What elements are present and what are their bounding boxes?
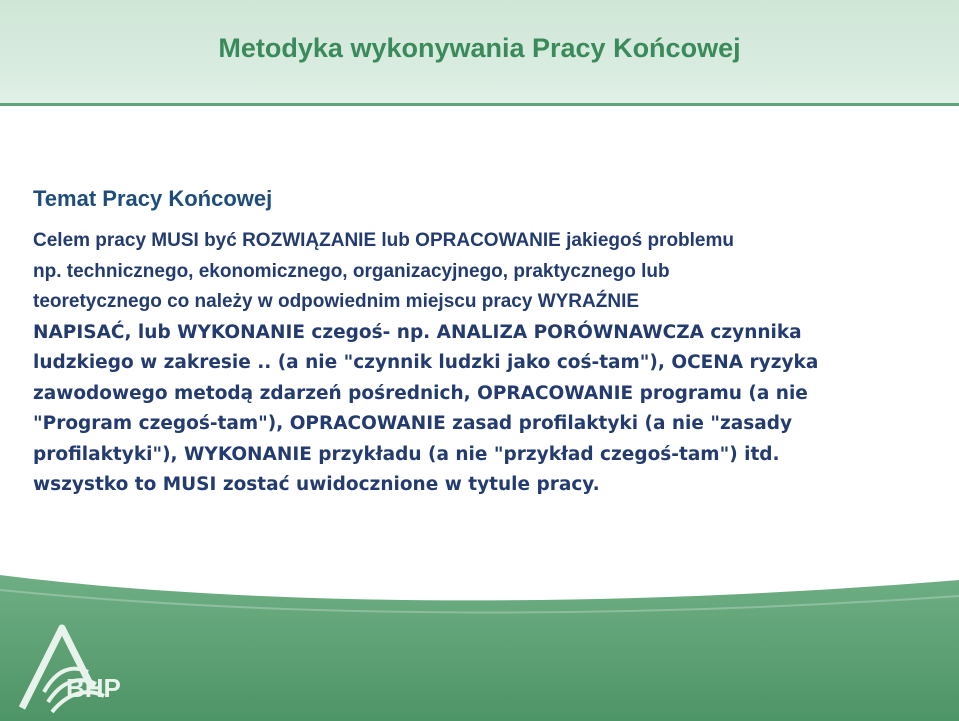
logo-text: BHP [66, 673, 121, 703]
header-divider [0, 103, 959, 106]
section-subtitle: Temat Pracy Końcowej [33, 186, 273, 211]
body-line: wszystko to MUSI zostać uwidocznione w tytule pracy. [33, 474, 600, 495]
body-line: Celem pracy MUSI być ROZWIĄZANIE lub OPRACOWANIE jakiegoś problemu [33, 230, 734, 251]
page-title: Metodyka wykonywania Pracy Końcowej [218, 33, 741, 63]
body-line: zawodowego metodą zdarzeń pośrednich, OPRACOWANIE programu (a nie [33, 382, 808, 404]
body-line: profilaktyki"), WYKONANIE przykładu (a nie "przykład czegoś-tam") itd. [33, 443, 780, 465]
body-line: np. technicznego, ekonomicznego, organizacyjnego, praktycznego lub [33, 260, 670, 282]
body-line: "Program czegoś-tam"), OPRACOWANIE zasad profilaktyki (a nie "zasady [33, 413, 793, 434]
body-line: ludzkiego w zakresie .. (a nie "czynnik ludzki jako coś-tam"), OCENA ryzyka [33, 352, 819, 373]
footer-wave [0, 560, 959, 721]
body-paragraph [33, 226, 933, 501]
body-line: teoretycznego co należy w odpowiednim miejscu pracy WYRAŹNIE [33, 291, 640, 312]
body-line: NAPISAĆ, lub WYKONANIE czegoś- np. ANALIZA PORÓWNAWCZA czynnika [33, 321, 802, 343]
footer-band [0, 575, 959, 721]
